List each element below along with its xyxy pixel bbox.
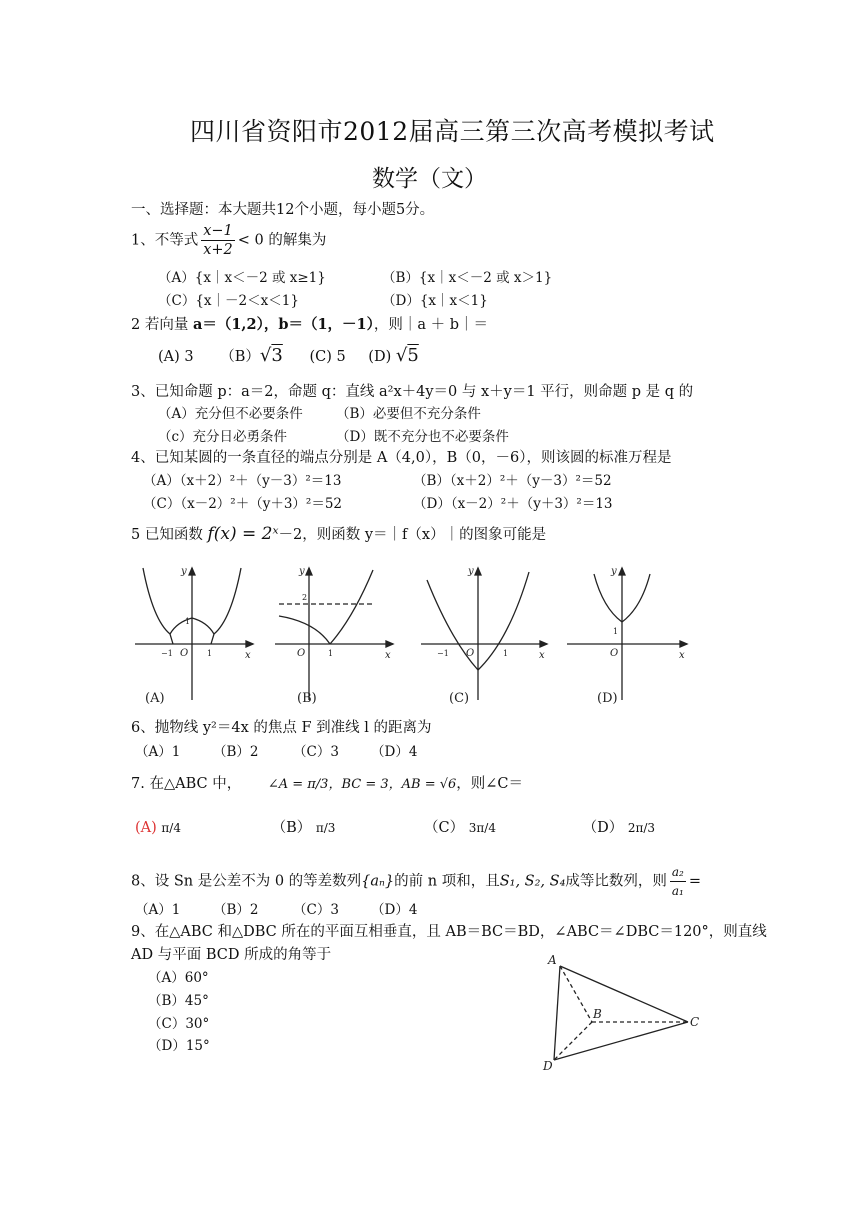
q1-prefix: 1、不等式: [131, 232, 199, 249]
q9-option-a: （A）60°: [148, 970, 209, 986]
graph-a-y-label: y: [181, 566, 187, 577]
question-5: [131, 523, 546, 544]
q8-ratio-numerator: a₂: [670, 863, 686, 882]
q4-option-b: （B）（x＋2）²＋（y－3）²＝52: [413, 473, 612, 489]
q3-option-c: （c）充分日必勇条件: [158, 429, 288, 445]
q5-function: f(x) = 2ˣ: [207, 524, 279, 544]
q8-ratio: [670, 863, 686, 900]
q5-graphs: [125, 560, 705, 710]
q6-option-b: （B）2: [213, 744, 259, 760]
q3-option-a: （A）充分但不必要条件: [158, 406, 303, 422]
q1-option-d: （D）{x｜x＜1}: [382, 293, 488, 309]
page-title: 四川省资阳市2012届高三第三次高考模拟考试: [190, 117, 715, 146]
q7-option-c-label: （C）: [424, 820, 465, 836]
q7-option-d-label: （D）: [582, 820, 624, 836]
graph-a-tick-neg1: −1: [161, 649, 173, 658]
graph-d-y-label: y: [611, 566, 617, 577]
q8-equals: =: [688, 873, 702, 890]
q8-middle: 的前 n 项和，且: [394, 873, 500, 890]
q2-option-d-label: (D): [368, 349, 392, 365]
q7-option-d-value: 2π/3: [627, 821, 656, 835]
q1-option-b: （B）{x｜x＜－2 或 x＞1}: [382, 270, 553, 286]
q7-option-a-label: (A): [135, 820, 157, 836]
q5-prefix: 5 已知函数: [131, 527, 208, 543]
q2-suffix: ，则｜a ＋ b｜＝: [373, 317, 489, 333]
q2-option-b-label: （B）: [220, 349, 260, 365]
q8-terms: S₁, S₂, S₄: [499, 873, 566, 890]
graph-b-y-label: y: [299, 566, 305, 577]
vertex-a-label: A: [548, 953, 557, 967]
q2-option-b-radicand: 3: [271, 345, 283, 366]
q2-option-c: (C) 5: [309, 349, 346, 365]
q8-ratio-denominator: a₁: [671, 884, 684, 898]
section-heading: 一、选择题：本大题共12个小题，每小题5分。: [131, 202, 435, 218]
q7-suffix: ，则∠C＝: [456, 776, 524, 792]
graph-c-y-label: y: [468, 566, 474, 577]
question-1: [131, 222, 326, 259]
q8-option-c: （C）3: [293, 902, 339, 918]
q1-numerator: x−1: [203, 223, 233, 239]
q6-option-d: （D）4: [371, 744, 418, 760]
q3-option-d: （D）既不充分也不必要条件: [336, 429, 509, 445]
q8-option-b: （B）2: [213, 902, 259, 918]
graph-d-origin: O: [610, 648, 619, 659]
graph-b-tick-1: 1: [328, 649, 334, 658]
question-8: [131, 863, 701, 900]
q9-option-b: （B）45°: [148, 993, 209, 1009]
q7-option-b-label: （B）: [271, 820, 312, 836]
graph-c-tick-neg1: −1: [437, 649, 449, 658]
question-9-line-2: AD 与平面 BCD 所成的角等于: [131, 947, 332, 963]
question-7: [131, 772, 523, 793]
graph-d-label: (D): [597, 691, 618, 706]
q2-vectors: a＝（1,2），b＝（1，－1）: [192, 316, 374, 333]
q7-option-c-value: 3π/4: [468, 821, 496, 835]
q8-option-d: （D）4: [371, 902, 418, 918]
q2-option-d-sqrt: √5: [395, 345, 419, 366]
q2-options: [158, 345, 419, 366]
graph-b-label: (B): [297, 691, 317, 706]
graph-a-x-label: x: [245, 650, 251, 661]
q7-condition: ∠A = π/3，BC = 3，AB = √6: [267, 777, 457, 792]
q8-sequence: {aₙ}: [361, 873, 395, 890]
q1-suffix: < 0 的解集为: [237, 232, 327, 249]
q4-option-a: （A）（x＋2）²＋（y－3）²＝13: [143, 473, 342, 489]
q1-option-c: （C）{x｜－2＜x＜1}: [158, 293, 299, 309]
graph-c-tick-1: 1: [503, 649, 509, 658]
q2-option-b-sqrt: √3: [259, 345, 283, 366]
q8-option-a: （A）1: [135, 902, 181, 918]
q6-option-c: （C）3: [293, 744, 339, 760]
vertex-d-label: D: [543, 1059, 553, 1073]
q7-options: [135, 816, 655, 837]
question-6: 6、抛物线 y²＝4x 的焦点 F 到准线 l 的距离为: [131, 720, 432, 736]
graph-d-x-label: x: [679, 650, 685, 661]
graph-a-origin: O: [180, 648, 189, 659]
graph-d-tick-1: 1: [613, 627, 619, 636]
q7-prefix: 7. 在△ABC 中，: [131, 776, 242, 792]
q5-suffix: －2，则函数 y＝｜f（x）｜的图象可能是: [278, 527, 547, 543]
graph-c-x-label: x: [539, 650, 545, 661]
question-2: [131, 313, 488, 334]
q8-suffix: 成等比数列，则: [565, 873, 667, 890]
q2-option-d-radicand: 5: [407, 345, 419, 366]
question-3: 3、已知命题 p：a＝2，命题 q：直线 a²x＋4y＝0 与 x＋y＝1 平行，则命题 p 是 q 的: [131, 384, 694, 400]
q3-option-b: （B）必要但不充分条件: [336, 406, 481, 422]
graph-b-tick-2: 2: [302, 593, 308, 602]
q7-option-a-value: π/4: [161, 821, 181, 835]
vertex-c-label: C: [690, 1015, 700, 1029]
graph-b-x-label: x: [385, 650, 391, 661]
q4-option-d: （D）（x－2）²＋（y＋3）²＝13: [413, 496, 613, 512]
graph-b-origin: O: [297, 648, 306, 659]
q6-option-a: （A）1: [135, 744, 181, 760]
q2-prefix: 2 若向量: [131, 317, 193, 333]
question-9-line-1: 9、在△ABC 和△DBC 所在的平面互相垂直，且 AB＝BC＝BD，∠ABC＝∠DBC＝120°，则直线: [131, 924, 767, 940]
q4-option-c: （C）（x－2）²＋（y＋3）²＝52: [143, 496, 342, 512]
graph-a-tick-1: 1: [207, 649, 213, 658]
q1-option-a: （A）{x｜x＜－2 或 x≥1}: [158, 270, 326, 286]
graph-a-tick-y1: 1: [185, 617, 191, 626]
q2-option-a: (A) 3: [158, 349, 194, 365]
q7-option-b-value: π/3: [315, 821, 336, 835]
question-4: 4、已知某圆的一条直径的端点分别是 A（4,0），B（0，－6），则该圆的标准万程是: [131, 450, 672, 466]
q1-fraction: [201, 222, 235, 259]
vertex-b-label: B: [593, 1007, 602, 1021]
q1-denominator: x+2: [203, 242, 233, 258]
q9-option-d: （D）15°: [148, 1038, 210, 1054]
q9-option-c: （C）30°: [148, 1016, 210, 1032]
q8-prefix: 8、设 Sn 是公差不为 0 的等差数列: [131, 873, 362, 890]
graph-a-label: (A): [145, 691, 165, 706]
q9-tetrahedron-figure: [540, 950, 710, 1075]
page-subtitle: 数学（文）: [372, 166, 487, 192]
graph-c-origin: O: [466, 648, 475, 659]
graph-c-label: (C): [449, 691, 470, 706]
